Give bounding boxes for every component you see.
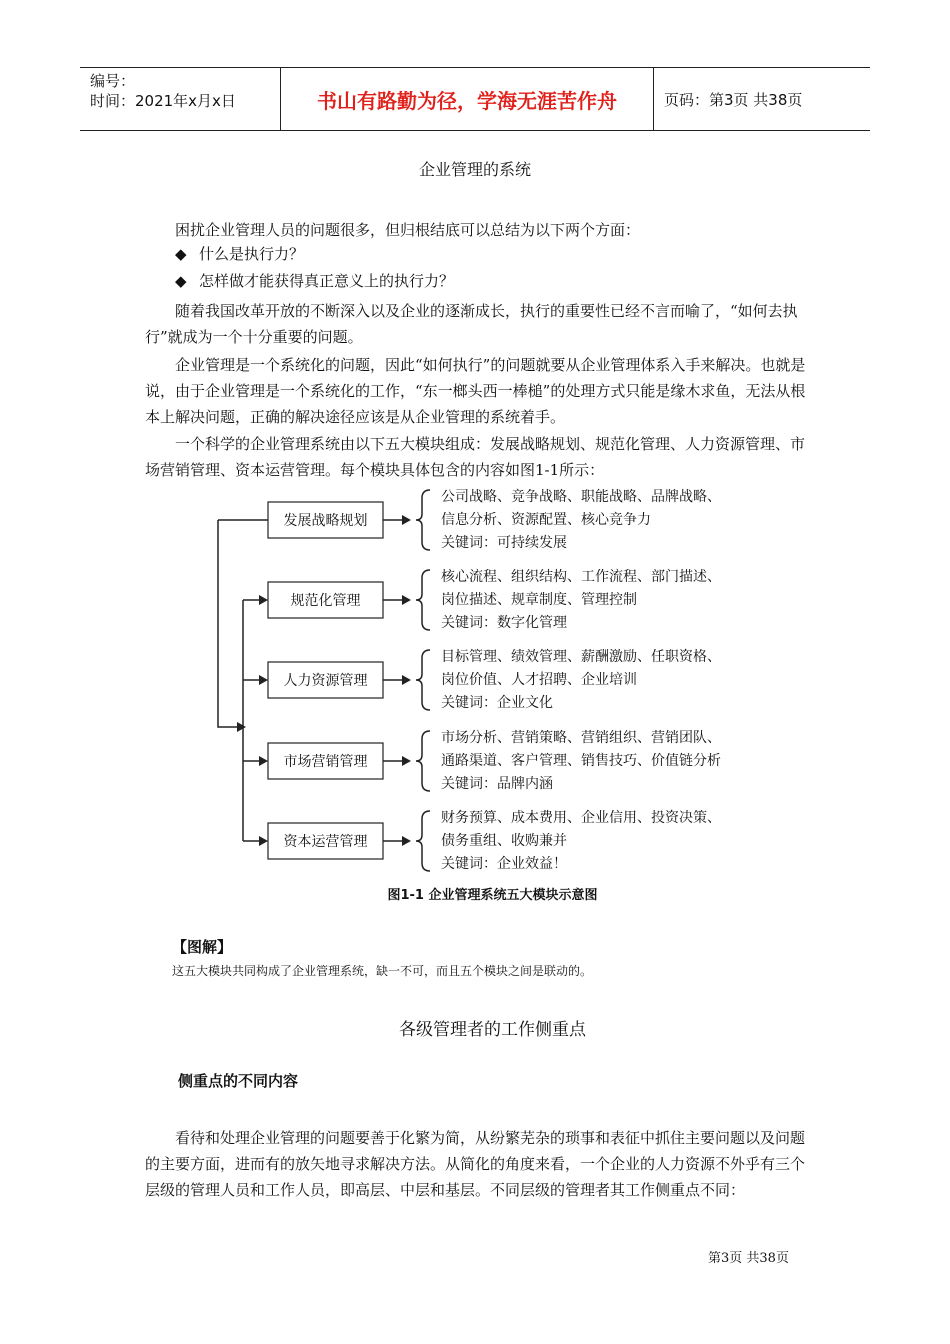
module-detail-line: 公司战略、竞争战略、职能战略、品牌战略、 [441,489,721,505]
curly-brace [416,490,430,550]
paragraph: 看待和处理企业管理的问题要善于化繁为简，从纷繁芜杂的琐事和表征中抓住主要问题以及问题的主要方面，进而有的放矢地寻求解决方法。从简化的角度来看，一个企业的人力资源不外乎有三个层级的管理人员和工作人员，即高层、中层和基层。不同层级的管理者其工作侧重点不同： [145,1129,806,1199]
subsection-title: 侧重点的不同内容 [178,1072,299,1090]
module-name: 发展战略规划 [283,513,368,529]
module-arrow-icon [402,836,411,846]
connector-arrow-icon [259,595,268,605]
module-detail-line: 核心流程、组织结构、工作流程、部门描述、 [441,569,721,585]
module-keyword: 关键词：企业文化 [441,695,553,711]
paragraph: 随着我国改革开放的不断深入以及企业的逐渐成长，执行的重要性已经不言而喻了，“如何去执行”就成为一个十分重要的问题。 [145,302,798,346]
module-arrow-icon [402,756,411,766]
section-title: 企业管理的系统 [418,160,531,179]
curly-brace [416,650,430,710]
header-number-label: 编号： [90,72,136,90]
module-arrow-icon [402,515,411,525]
module-name: 资本运营管理 [283,834,368,850]
module-name: 人力资源管理 [283,673,368,689]
module-detail-line: 通路渠道、客户管理、销售技巧、价值链分析 [441,753,721,769]
module-detail-line: 目标管理、绩效管理、薪酬激励、任职资格、 [441,649,721,665]
module-name: 市场营销管理 [283,754,368,770]
intro-paragraph: 困扰企业管理人员的问题很多，但归根结底可以总结为以下两个方面： [175,221,641,239]
header-page-info: 页码：第3页 共38页 [664,90,803,109]
diamond-bullet-icon: ◆ [175,272,187,290]
module-name: 规范化管理 [290,593,361,609]
module-keyword: 关键词：数字化管理 [441,615,567,631]
bullet-text: 怎样做才能获得真正意义上的执行力？ [199,272,455,290]
module-detail-line: 岗位描述、规章制度、管理控制 [441,592,637,608]
module-arrow-icon [402,675,411,685]
trunk-arrow-icon [237,722,246,732]
module-detail-line: 债务重组、收购兼并 [441,833,567,849]
diamond-bullet-icon: ◆ [175,245,187,263]
curly-brace [416,570,430,630]
connector-arrow-icon [259,675,268,685]
module-keyword: 关键词：品牌内涵 [441,776,553,792]
page-footer: 第3页 共38页 [708,1251,789,1266]
header-motto: 书山有路勤为径，学海无涯苦作舟 [281,68,654,130]
paragraph: 一个科学的企业管理系统由以下五大模块组成：发展战略规划、规范化管理、人力资源管理、市场营销管理、资本运营管理。每个模块具体包含的内容如图1-1所示： [145,435,806,479]
tujie-text: 这五大模块共同构成了企业管理系统，缺一不可，而且五个模块之间是联动的。 [172,964,593,978]
module-keyword: 关键词：企业效益！ [441,856,567,872]
connector-arrow-icon [259,756,268,766]
tujie-heading: 【图解】 [172,938,233,956]
figure-caption: 图1-1 企业管理系统五大模块示意图 [387,888,598,903]
module-detail-line: 信息分析、资源配置、核心竞争力 [441,512,651,528]
header-time-label: 时间：2021年x月x日 [90,92,236,110]
module-keyword: 关键词：可持续发展 [441,535,567,551]
module-detail-line: 财务预算、成本费用、企业信用、投资决策、 [441,810,721,826]
section-title: 各级管理者的工作侧重点 [399,1020,586,1040]
curly-brace [416,731,430,791]
curly-brace [416,811,430,871]
module-detail-line: 市场分析、营销策略、营销组织、营销团队、 [441,730,721,746]
paragraph: 企业管理是一个系统化的问题，因此“如何执行”的问题就要从企业管理体系入手来解决。也就是说，由于企业管理是一个系统化的工作，“东一榔头西一棒槌”的处理方式只能是缘木求鱼，无法从根本上解决问题，正确的解决途径应该是从企业管理的系统着手。 [145,356,806,426]
trunk-line [218,520,238,727]
module-detail-line: 岗位价值、人才招聘、企业培训 [441,672,637,688]
module-arrow-icon [402,595,411,605]
connector-arrow-icon [259,836,268,846]
bullet-text: 什么是执行力？ [199,245,305,263]
